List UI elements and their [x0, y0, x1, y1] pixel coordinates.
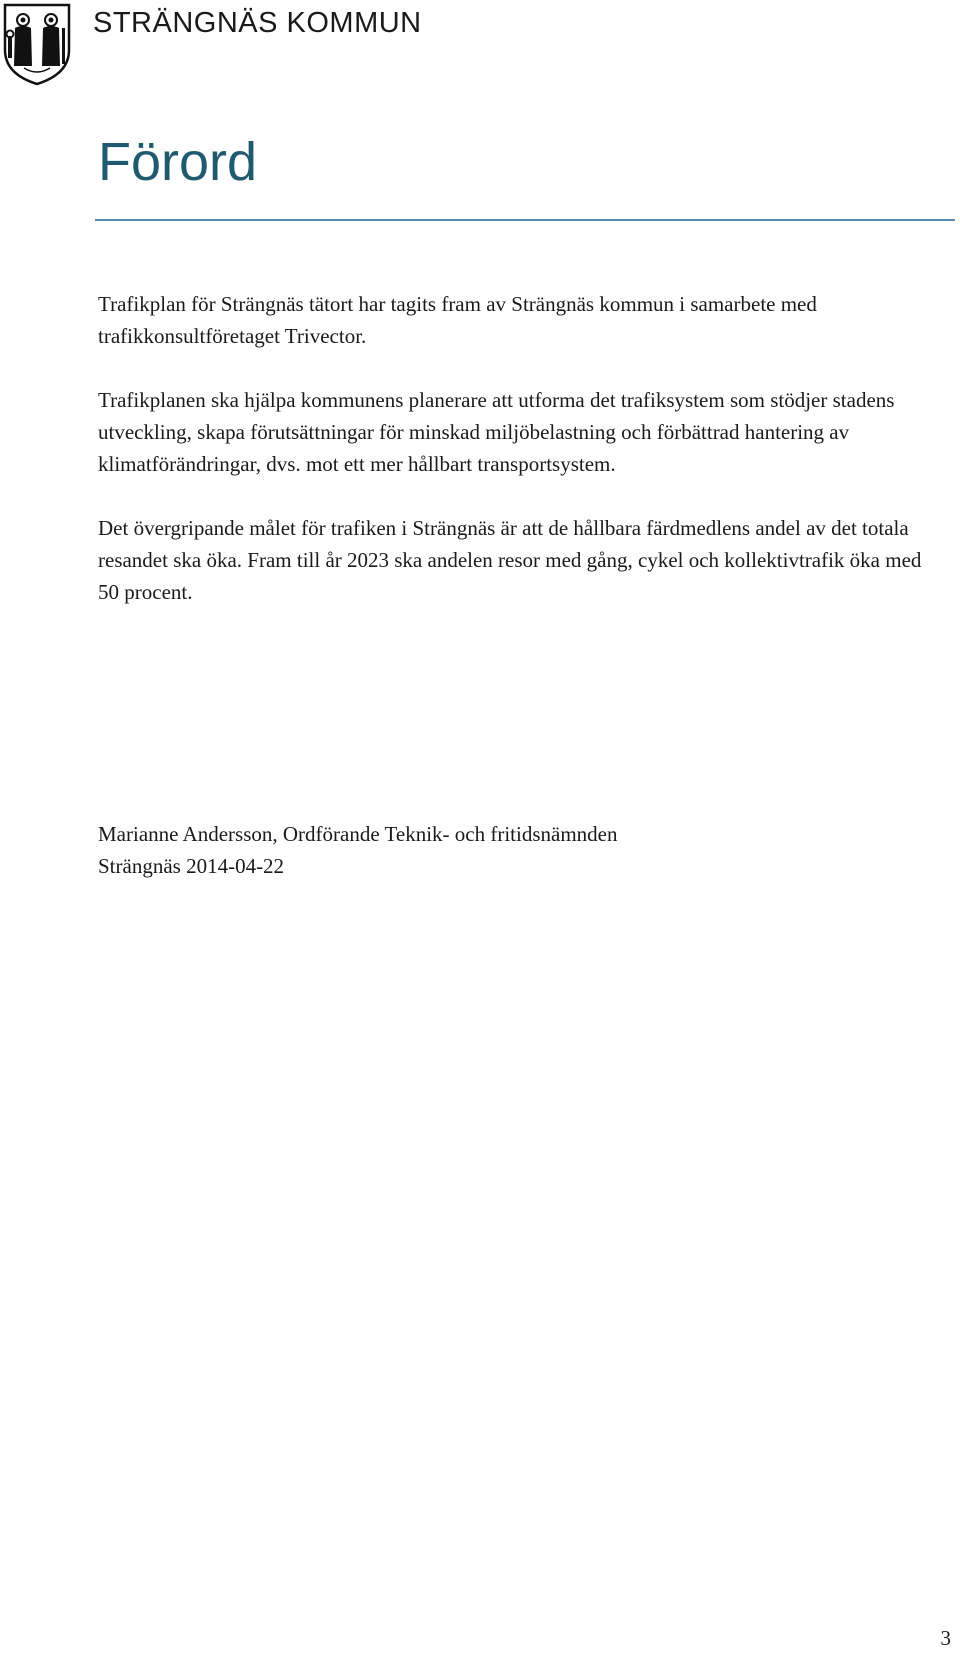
paragraph-intro: Trafikplan för Strängnäs tätort har tagits fram av Strängnäs kommun i samarbete med trafikkonsultföretaget Trivector.: [98, 292, 817, 348]
page-number: 3: [940, 1626, 951, 1650]
signature-block: [98, 818, 618, 882]
paragraph-goal: Det övergripande målet för trafiken i Strängnäs är att de hållbara färdmedlens andel av det totala resandet ska öka. Fram till år 2023 ska andelen resor med gång, cykel och kollektivtrafik öka med 50 procent.: [98, 516, 922, 604]
municipality-name: STRÄNGNÄS KOMMUN: [93, 7, 422, 39]
page-header: [0, 0, 960, 90]
title-divider: [95, 219, 955, 221]
place-date: Strängnäs 2014-04-22: [98, 854, 285, 878]
paragraph-purpose: Trafikplanen ska hjälpa kommunens planerare att utforma det trafiksystem som stödjer stadens utveckling, skapa förutsättningar för minskad miljöbelastning och förbättrad hantering av klimatförändringar, dvs. mot ett mer hållbart transportsystem.: [98, 388, 895, 476]
municipal-crest-logo: [2, 2, 72, 86]
signature-name: Marianne Andersson, Ordförande Teknik- och fritidsnämnden: [98, 822, 618, 846]
page-title: Förord: [98, 132, 258, 192]
document-body: [98, 288, 928, 640]
